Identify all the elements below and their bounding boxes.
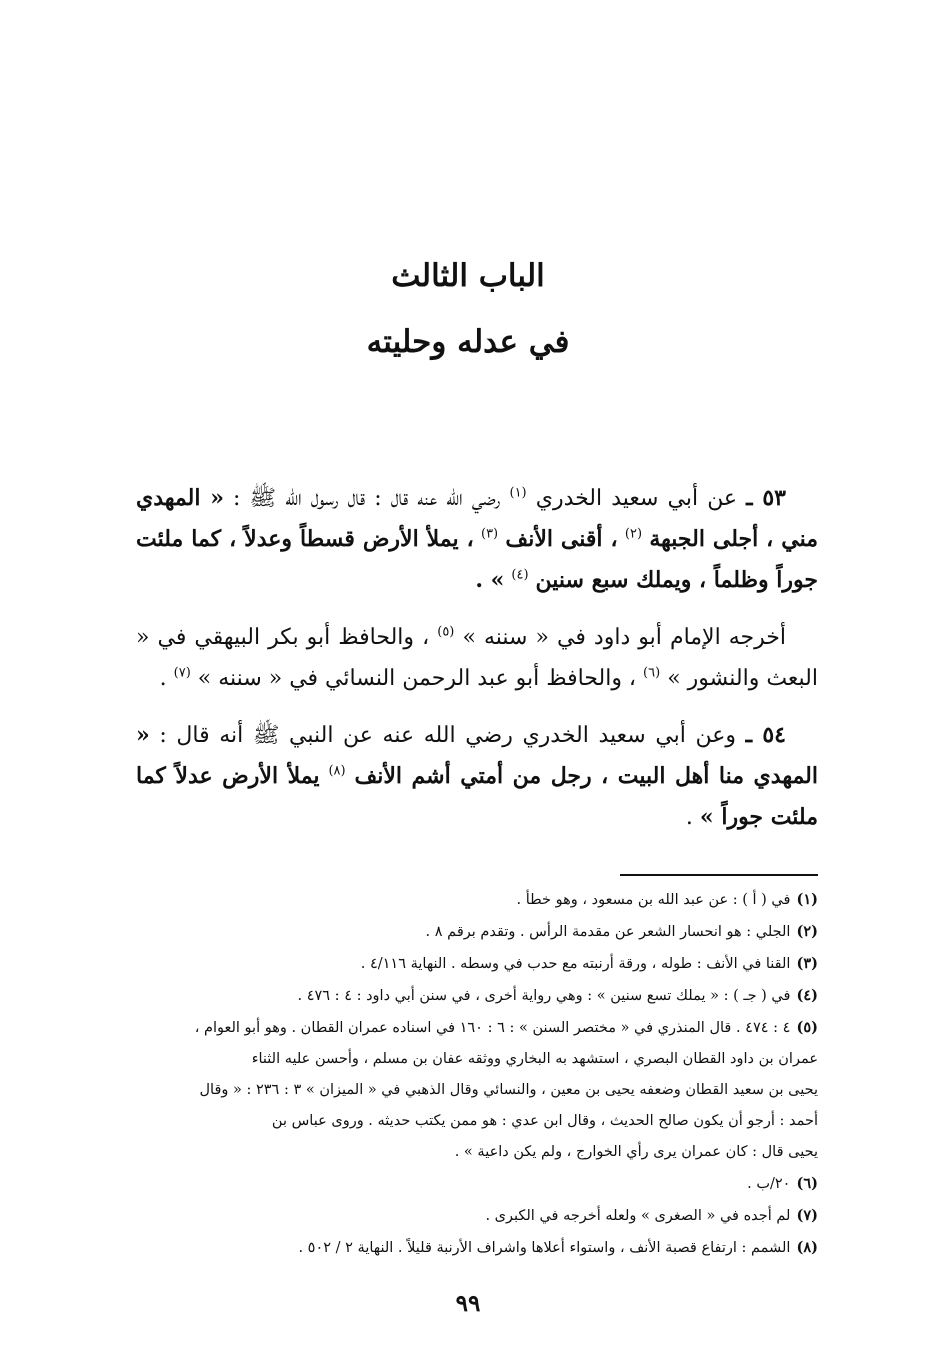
hadith-text: « المهدي مني ، أجلى الجبهة <box>136 485 818 552</box>
chapter-title: الباب الثالث <box>391 258 545 294</box>
takhrij-paragraph <box>136 617 818 699</box>
footnote-ref: (٢) <box>624 526 643 542</box>
footnote-label: (٧) <box>796 1207 818 1224</box>
hadith-number: ٥٤ ـ <box>745 722 786 748</box>
hadith-text: ، أقنى الأنف <box>505 526 618 552</box>
chapter-heading <box>0 252 936 366</box>
footnote-text: في ( جـ ) : « يملك تسع سنين » : وهي رواية أخرى ، في سنن أبي داود : ٤ : ٤٧٦ . <box>297 988 791 1004</box>
footnote-text: ٢٠/ب . <box>747 1176 791 1192</box>
footnote-2 <box>136 916 818 948</box>
footnote-ref: (٧) <box>173 665 191 681</box>
footnote-ref: (٦) <box>643 665 661 681</box>
footnote-label: (٥) <box>796 1019 818 1036</box>
main-text <box>136 478 818 854</box>
footnote-label: (٨) <box>796 1239 818 1256</box>
chapter-subtitle: في عدله وحليته <box>366 324 570 360</box>
footnotes <box>136 884 818 1264</box>
hadith-number: ٥٣ ـ <box>746 485 786 511</box>
footnote-5 <box>136 1012 818 1044</box>
footnote-label: (٦) <box>796 1175 818 1192</box>
footnote-3 <box>136 948 818 980</box>
hadith-text: ، يملأ الأرض قسطاً وعدلاً ، كما ملئت جوراً وظلماً ، ويملك سبع سنين <box>136 526 818 593</box>
takhrij-text: أخرجه الإمام أبو داود في « سننه » <box>462 625 787 650</box>
footnote-text: الجلي : هو انحسار الشعر عن مقدمة الرأس . وتقدم برقم ٨ . <box>425 924 791 940</box>
footnote-text: القنا في الأنف : طوله ، ورقة أرنبته مع حدب في وسطه . النهاية ٤/١١٦ . <box>360 956 791 972</box>
hadith-text: . <box>685 805 693 830</box>
takhrij-text: . <box>159 666 167 691</box>
footnote-5-line: أحمد : أرجو أن يكون صالح الحديث ، وقال ابن عدي : هو ممن يكتب حديثه . وروى عباس بن <box>271 1113 818 1129</box>
footnote-8 <box>136 1232 818 1264</box>
hadith-text: يملأ الأرض عدلاً كما ملئت جوراً » <box>136 763 818 830</box>
footnote-1 <box>136 884 818 916</box>
hadith-text: « المهدي منا أهل البيت ، رجل من أمتي أشم الأنف <box>136 722 819 789</box>
hadith-text: » . <box>475 567 505 593</box>
footnote-ref: (٥) <box>437 624 455 640</box>
hadith-paragraph-53 <box>136 478 818 601</box>
footnote-text: الشمم : ارتفاع قصبة الأنف ، واستواء أعلاها واشراف الأرنبة قليلاً . النهاية ٢ / ٥٠٢ . <box>298 1240 791 1256</box>
narration-intro: عن أبي سعيد الخدري <box>535 486 738 511</box>
footnote-5-line: يحيى قال : كان عمران يرى رأي الخوارج ، ولم يكن داعية » . <box>454 1144 818 1160</box>
narration-intro: وعن أبي سعيد الخدري رضي الله عنه عن النبي ﷺ أنه قال : <box>159 723 736 748</box>
footnote-5-line: يحيى بن سعيد القطان وضعفه يحيى بن معين ، والنسائي وقال الذهبي في « الميزان » ٣ : ٢٣٦ : « وقال <box>199 1082 818 1098</box>
page-number: ٩٩ <box>455 1290 481 1317</box>
footnote-separator <box>620 874 818 876</box>
footnote-ref: (٨) <box>328 763 346 779</box>
footnote-6 <box>136 1168 818 1200</box>
footnote-ref: (٤) <box>511 567 529 583</box>
takhrij-text: ، والحافظ أبو عبد الرحمن النسائي في « سننه » <box>197 666 637 691</box>
footnote-text: لم أجده في « الصغرى » ولعله أخرجه في الكبرى . <box>485 1208 791 1224</box>
footnote-ref: (٣) <box>480 526 499 542</box>
hadith-paragraph-54 <box>136 715 818 838</box>
footnote-4 <box>136 980 818 1012</box>
footnote-ref: (١) <box>509 485 527 501</box>
footnote-text: ٤ : ٤٧٤ . قال المنذري في « مختصر السنن » : ٦ : ١٦٠ في اسناده عمران القطان . وهو أبو العوام ، <box>194 1020 791 1036</box>
footnote-7 <box>136 1200 818 1232</box>
footnote-5-line: عمران بن داود القطان البصري ، استشهد به البخاري ووثقه عفان بن مسلم ، وأحسن عليه الثناء <box>251 1051 818 1067</box>
takhrij-text: ، والحافظ أبو بكر البيهقي في « البعث والنشور » <box>136 625 818 691</box>
footnote-label: (٣) <box>796 955 818 972</box>
footnote-label: (٢) <box>796 923 818 940</box>
footnote-label: (٤) <box>796 987 818 1004</box>
footnote-label: (١) <box>796 891 818 908</box>
narration-intro: رضي الله عنه قال : قال رسول الله ﷺ : <box>233 486 501 511</box>
footnote-text: في ( أ ) : عن عبد الله بن مسعود ، وهو خطأ . <box>516 892 791 908</box>
